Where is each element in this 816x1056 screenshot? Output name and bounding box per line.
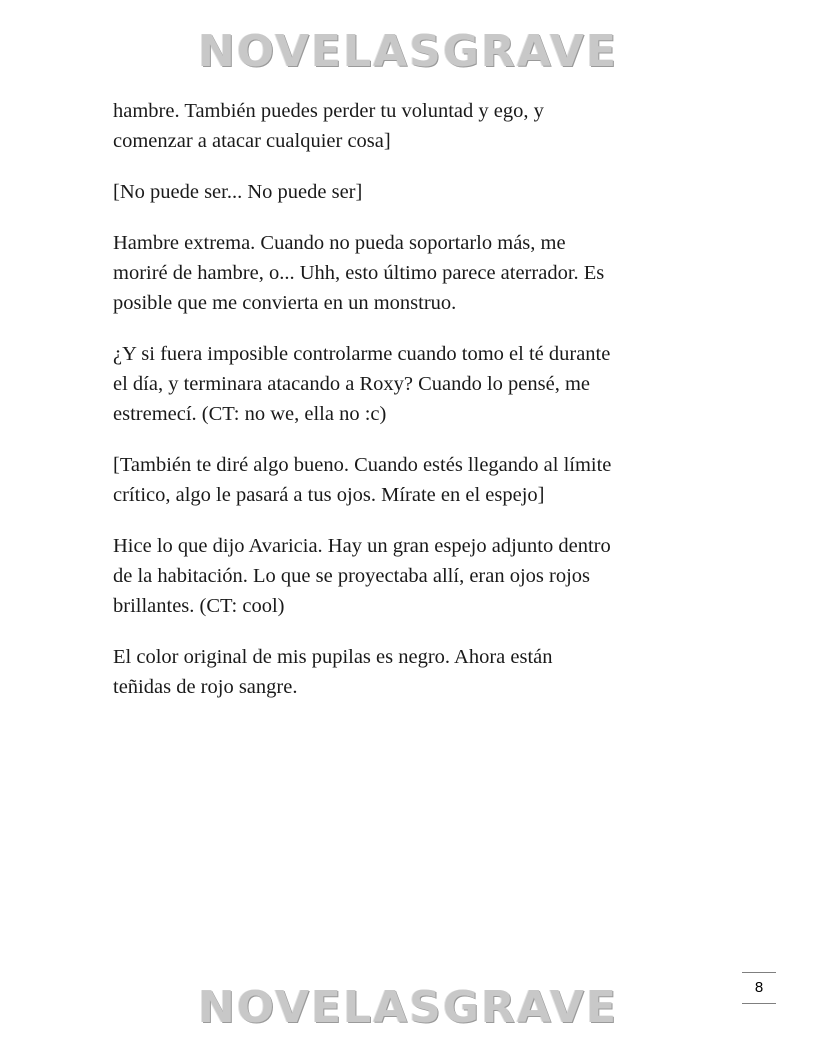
watermark-logo-bottom: NOVELASGRAVE [197, 982, 619, 1033]
page-number: 8 [742, 972, 776, 1004]
paragraph: Hice lo que dijo Avaricia. Hay un gran espejo adjunto dentro de la habitación. Lo que se proyectaba allí, eran ojos rojos brillantes. (CT: cool) [113, 535, 611, 617]
paragraph: hambre. También puedes perder tu voluntad y ego, y comenzar a atacar cualquier cosa] [113, 100, 544, 152]
paragraph: [También te diré algo bueno. Cuando estés llegando al límite crítico, algo le pasará a tus ojos. Mírate en el espejo] [113, 454, 612, 506]
paragraph: Hambre extrema. Cuando no pueda soportarlo más, me moriré de hambre, o... Uhh, esto último parece aterrador. Es posible que me convierta en un monstruo. [113, 232, 605, 314]
paragraph: [No puede ser... No puede ser] [113, 181, 363, 203]
paragraph: El color original de mis pupilas es negro. Ahora están teñidas de rojo sangre. [113, 646, 553, 698]
page-body [113, 96, 713, 723]
paragraph: ¿Y si fuera imposible controlarme cuando tomo el té durante el día, y terminara atacando a Roxy? Cuando lo pensé, me estremecí. (CT: no we, ella no :c) [113, 343, 611, 425]
watermark-logo-top: NOVELASGRAVE [197, 26, 619, 77]
